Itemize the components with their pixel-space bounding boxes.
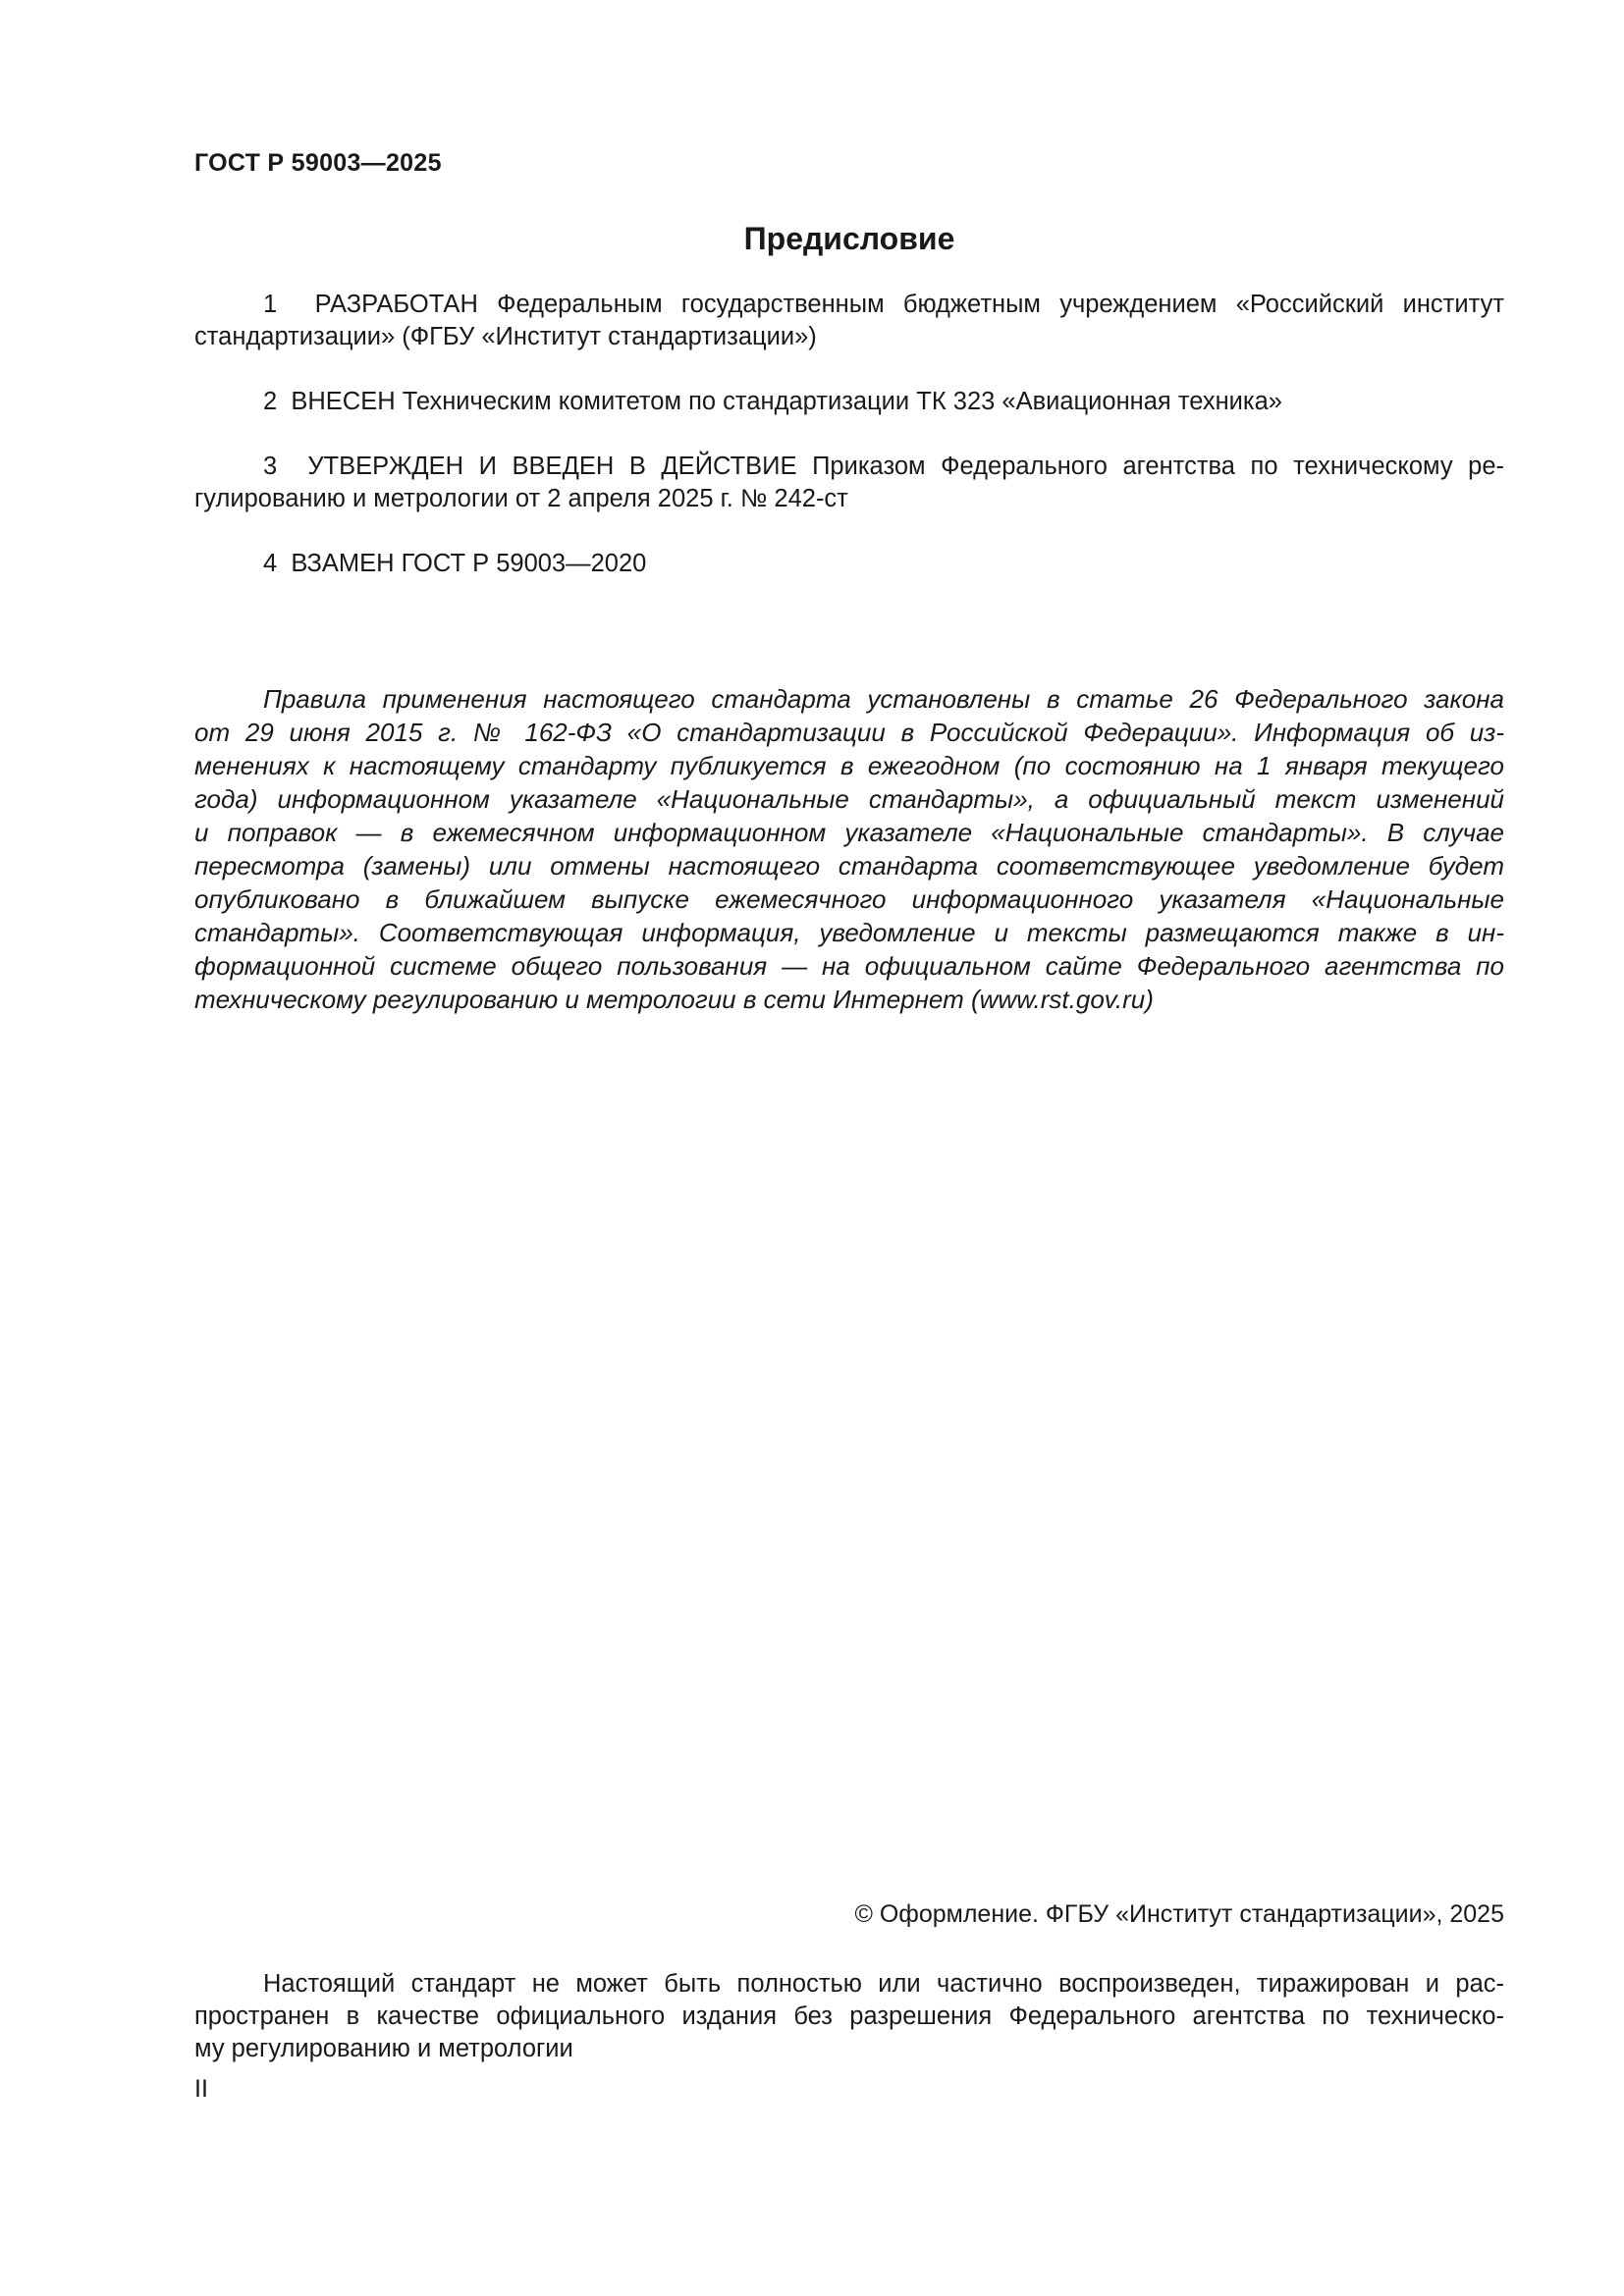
foreword-section: [194, 289, 1504, 580]
text-line: пересмотра (замены) или отмены настоящего стандарта соответствующее уведомление будет: [194, 851, 1504, 881]
foreword-item: [194, 289, 1504, 353]
text-line: опубликовано в ближайшем выпуске ежемесячного информационного указателя «Национальные: [194, 884, 1504, 914]
text-line: 1 РАЗРАБОТАН Федеральным государственным бюджетным учреждением «Российский институт: [263, 291, 1504, 318]
text-line: пространен в качестве официального издания без разрешения Федерального агентства по техническо-: [194, 2002, 1504, 2030]
text-line: и поправок — в ежемесячном информационном указателе «Национальные стандарты». В случае: [194, 818, 1504, 847]
text-line: стандарты». Соответствующая информация, уведомление и тексты размещаются также в ин-: [194, 918, 1504, 947]
reproduction-notice: [194, 1968, 1504, 2065]
text-line: техническому регулированию и метрологии в сети Интернет (www.rst.gov.ru): [194, 985, 1154, 1014]
text-line: Правила применения настоящего стандарта установлены в статье 26 Федерального закона: [263, 684, 1504, 714]
foreword-item: [194, 386, 1504, 418]
text-line: 2 ВНЕСЕН Техническим комитетом по стандартизации ТК 323 «Авиационная техника»: [263, 388, 1282, 415]
legal-notice: [194, 682, 1504, 1016]
text-line: года) информационном указателе «Национальные стандарты», а официальный текст изменений: [194, 784, 1504, 814]
document-code-header: ГОСТ Р 59003—2025: [194, 149, 442, 177]
foreword-item: [194, 451, 1504, 515]
text-line: от 29 июня 2015 г. № 162-ФЗ «О стандартизации в Российской Федерации». Информация об из-: [194, 718, 1504, 747]
text-line: му регулированию и метрологии: [194, 2035, 573, 2062]
copyright-line: © Оформление. ФГБУ «Институт стандартизации», 2025: [854, 1900, 1504, 1928]
text-line: стандартизации» (ФГБУ «Институт стандартизации»): [194, 323, 817, 350]
page-title: Предисловие: [743, 221, 955, 256]
text-line: формационной системе общего пользования — на официальном сайте Федерального агентства по: [194, 951, 1504, 981]
text-line: Настоящий стандарт не может быть полностью или частично воспроизведен, тиражирован и рас-: [263, 1970, 1504, 1998]
foreword-item: [194, 548, 1504, 580]
text-line: менениях к настоящему стандарту публикуется в ежегодном (по состоянию на 1 января текущего: [194, 751, 1504, 780]
text-line: гулированию и метрологии от 2 апреля 2025 г. № 242-ст: [194, 485, 848, 512]
page-number: II: [194, 2075, 208, 2103]
text-line: 4 ВЗАМЕН ГОСТ Р 59003—2020: [263, 550, 647, 577]
text-line: 3 УТВЕРЖДЕН И ВВЕДЕН В ДЕЙСТВИЕ Приказом Федерального агентства по техническому ре-: [263, 453, 1504, 480]
